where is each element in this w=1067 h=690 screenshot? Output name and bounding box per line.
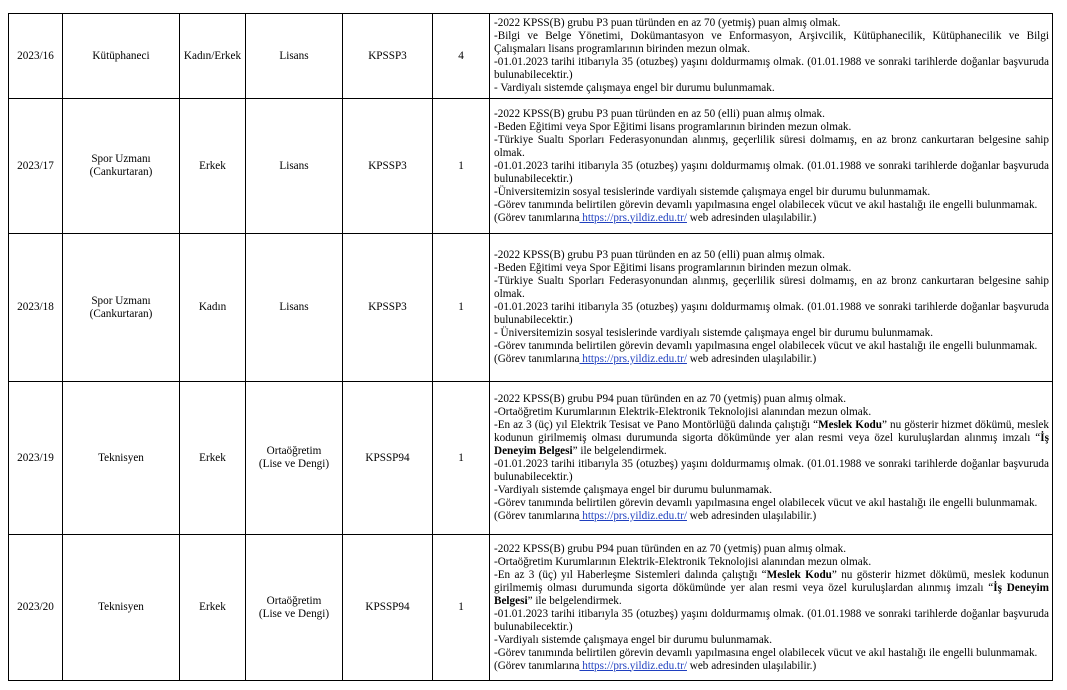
education-cell: Lisans — [246, 14, 343, 99]
position-title: Kütüphaneci — [63, 14, 180, 99]
note-suffix: web adresinden ulaşılabilir.) — [686, 211, 817, 224]
note-prefix: (Görev tanımlarına — [494, 211, 580, 224]
position-title: Spor Uzmanı (Cankurtaran) — [63, 234, 180, 382]
gender-cell: Erkek — [180, 382, 246, 535]
is-deneyim-belgesi-label: İş Deneyim Belgesi — [494, 581, 1049, 607]
table-row — [9, 382, 1053, 535]
table-row — [9, 14, 1053, 99]
experience-requirement — [494, 419, 1049, 458]
requirement-line: -Ortaöğretim Kurumlarının Elektrik-Elektronik Teknolojisi alanından mezun olmak. — [494, 406, 872, 418]
requirement-line: -Beden Eğitimi veya Spor Eğitimi lisans programlarının birinden mezun olmak. — [494, 120, 852, 133]
education-cell: Lisans — [246, 99, 343, 234]
note-prefix: (Görev tanımlarına — [494, 510, 580, 522]
position-title: Teknisyen — [63, 382, 180, 535]
job-description-link[interactable]: https://prs.yildiz.edu.tr/ — [579, 211, 687, 224]
experience-text: ” ile belgelendirmek. — [572, 445, 667, 457]
note-suffix: web adresinden ulaşılabilir.) — [686, 510, 817, 522]
gender-cell: Erkek — [180, 535, 246, 681]
table-row — [9, 234, 1053, 382]
requirements-cell — [490, 14, 1053, 99]
requirement-line: -2022 KPSS(B) grubu P3 puan türünden en az 50 (elli) puan almış olmak. — [494, 107, 825, 120]
score-type-cell: KPSSP94 — [343, 382, 433, 535]
requirement-line: -Vardiyalı sistemde çalışmaya engel bir durumu bulunmamak. — [494, 633, 773, 646]
note-suffix: web adresinden ulaşılabilir.) — [686, 659, 817, 672]
score-type-cell: KPSSP3 — [343, 99, 433, 234]
position-code: 2023/17 — [9, 99, 63, 234]
score-type-cell: KPSSP3 — [343, 14, 433, 99]
table-row — [9, 535, 1053, 681]
position-code: 2023/18 — [9, 234, 63, 382]
position-title: Spor Uzmanı (Cankurtaran) — [63, 99, 180, 234]
experience-text: -En az 3 (üç) yıl Elektrik Tesisat ve Pano Montörlüğü dalında çalıştığı “ — [494, 419, 819, 431]
requirements-cell — [490, 535, 1053, 681]
position-code: 2023/16 — [9, 14, 63, 99]
requirement-line: -Türkiye Sualtı Sporları Federasyonundan alınmış, geçerlilik süresi dolmamış, en az bronz cankurtaran belgesine sahip olmak. — [494, 133, 1049, 159]
requirement-line: -Görev tanımında belirtilen görevin devamlı yapılmasına engel olabilecek vücut ve akıl hastalığı ile engelli bulunmamak. — [494, 497, 1038, 509]
requirement-line: -2022 KPSS(B) grubu P3 puan türünden en az 50 (elli) puan almış olmak. — [494, 249, 825, 261]
requirement-line: -Üniversitemizin sosyal tesislerinde vardiyalı sistemde çalışmaya engel bir durumu bulunmamak. — [494, 185, 931, 198]
requirement-line: -Beden Eğitimi veya Spor Eğitimi lisans programlarının birinden mezun olmak. — [494, 262, 852, 274]
score-type-cell: KPSSP3 — [343, 234, 433, 382]
experience-requirement — [494, 569, 1049, 608]
requirement-line: -Görev tanımında belirtilen görevin devamlı yapılmasına engel olabilecek vücut ve akıl hastalığı ile engelli bulunmamak. — [494, 198, 1038, 211]
requirements-cell — [490, 382, 1053, 535]
gender-cell: Kadın/Erkek — [180, 14, 246, 99]
quota-cell: 1 — [433, 535, 490, 681]
requirement-line: -Türkiye Sualtı Sporları Federasyonundan alınmış, geçerlilik süresi dolmamış, en az bronz cankurtaran belgesine sahip olmak. — [494, 275, 1049, 300]
experience-text: ” nu gösterir hizmet dökümü, meslek kodunun girilmemiş olması durumunda sigorta dökümünde yer alan resmi veya özel kuruluşlardan alınmış imzalı “ — [494, 419, 1049, 444]
education-cell: Ortaöğretim (Lise ve Dengi) — [246, 382, 343, 535]
job-description-note — [494, 660, 1049, 673]
job-description-link[interactable]: https://prs.yildiz.edu.tr/ — [579, 510, 687, 522]
job-description-note — [494, 510, 1049, 523]
requirement-line: -01.01.2023 tarihi itibarıyla 35 (otuzbeş) yaşını doldurmamış olmak. (01.01.1988 ve sonraki tarihlerde doğanlar başvuruda bulunabilecektir.) — [494, 607, 1049, 633]
requirement-line: -Görev tanımında belirtilen görevin devamlı yapılmasına engel olabilecek vücut ve akıl hastalığı ile engelli bulunmamak. — [494, 646, 1038, 659]
gender-cell: Erkek — [180, 99, 246, 234]
note-prefix: (Görev tanımlarına — [494, 659, 580, 672]
requirement-line: -Görev tanımında belirtilen görevin devamlı yapılmasına engel olabilecek vücut ve akıl hastalığı ile engelli bulunmamak. — [494, 340, 1038, 352]
experience-text: ” nu gösterir hizmet dökümü, meslek kodunun girilmemiş olması durumunda sigorta dökümünde yer alan resmi veya özel kuruluşlardan alınmış imzalı “ — [494, 568, 1049, 594]
requirement-line: -01.01.2023 tarihi itibarıyla 35 (otuzbeş) yaşını doldurmamış olmak. (01.01.1988 ve sonraki tarihlerde doğanlar başvuruda bulunabilecektir.) — [494, 159, 1049, 185]
position-code: 2023/20 — [9, 535, 63, 681]
quota-cell: 1 — [433, 234, 490, 382]
requirements-cell — [490, 99, 1053, 234]
requirement-line: - Vardiyalı sistemde çalışmaya engel bir durumu bulunmamak. — [494, 82, 775, 94]
experience-text: ” ile belgelendirmek. — [527, 594, 622, 607]
meslek-kodu-label: Meslek Kodu — [766, 568, 832, 581]
gender-cell: Kadın — [180, 234, 246, 382]
job-description-note — [494, 353, 1049, 366]
job-description-link[interactable]: https://prs.yildiz.edu.tr/ — [579, 659, 687, 672]
score-type-cell: KPSSP94 — [343, 535, 433, 681]
requirement-line: -2022 KPSS(B) grubu P94 puan türünden en az 70 (yetmiş) puan almış olmak. — [494, 393, 847, 405]
experience-text: -En az 3 (üç) yıl Haberleşme Sistemleri dalında çalıştığı “ — [494, 568, 767, 581]
requirement-line: -2022 KPSS(B) grubu P3 puan türünden en az 70 (yetmiş) puan almış olmak. — [494, 17, 841, 29]
requirement-line: -2022 KPSS(B) grubu P94 puan türünden en az 70 (yetmiş) puan almış olmak. — [494, 542, 847, 555]
positions-table — [8, 13, 1053, 681]
requirement-line: -Ortaöğretim Kurumlarının Elektrik-Elektronik Teknolojisi alanından mezun olmak. — [494, 555, 872, 568]
requirement-line: -01.01.2023 tarihi itibarıyla 35 (otuzbeş) yaşını doldurmamış olmak. (01.01.1988 ve sonraki tarihlerde doğanlar başvuruda bulunabilecektir.) — [494, 56, 1049, 81]
note-prefix: (Görev tanımlarına — [494, 353, 580, 365]
education-cell: Lisans — [246, 234, 343, 382]
requirement-line: -01.01.2023 tarihi itibarıyla 35 (otuzbeş) yaşını doldurmamış olmak. (01.01.1988 ve sonraki tarihlerde doğanlar başvuruda bulunabilecektir.) — [494, 458, 1049, 483]
requirement-line: -Bilgi ve Belge Yönetimi, Dokümantasyon ve Enformasyon, Arşivcilik, Kütüphanecilik, Kütüphanecilik ve Bilgi Çalışmaları lisans programlarının birinden mezun olmak. — [494, 30, 1049, 55]
note-suffix: web adresinden ulaşılabilir.) — [686, 353, 817, 365]
quota-cell: 1 — [433, 99, 490, 234]
quota-cell: 4 — [433, 14, 490, 99]
is-deneyim-belgesi-label: İş Deneyim Belgesi — [494, 432, 1049, 457]
job-description-link[interactable]: https://prs.yildiz.edu.tr/ — [579, 353, 687, 365]
requirement-line: -Vardiyalı sistemde çalışmaya engel bir durumu bulunmamak. — [494, 484, 773, 496]
education-cell: Ortaöğretim (Lise ve Dengi) — [246, 535, 343, 681]
position-title: Teknisyen — [63, 535, 180, 681]
requirement-line: - Üniversitemizin sosyal tesislerinde vardiyalı sistemde çalışmaya engel bir durumu bulunmamak. — [494, 327, 934, 339]
requirements-cell — [490, 234, 1053, 382]
position-code: 2023/19 — [9, 382, 63, 535]
quota-cell: 1 — [433, 382, 490, 535]
job-description-note — [494, 212, 1049, 225]
requirement-line: -01.01.2023 tarihi itibarıyla 35 (otuzbeş) yaşını doldurmamış olmak. (01.01.1988 ve sonraki tarihlerde doğanlar başvuruda bulunabilecektir.) — [494, 301, 1049, 326]
meslek-kodu-label: Meslek Kodu — [818, 419, 883, 431]
table-row — [9, 99, 1053, 234]
